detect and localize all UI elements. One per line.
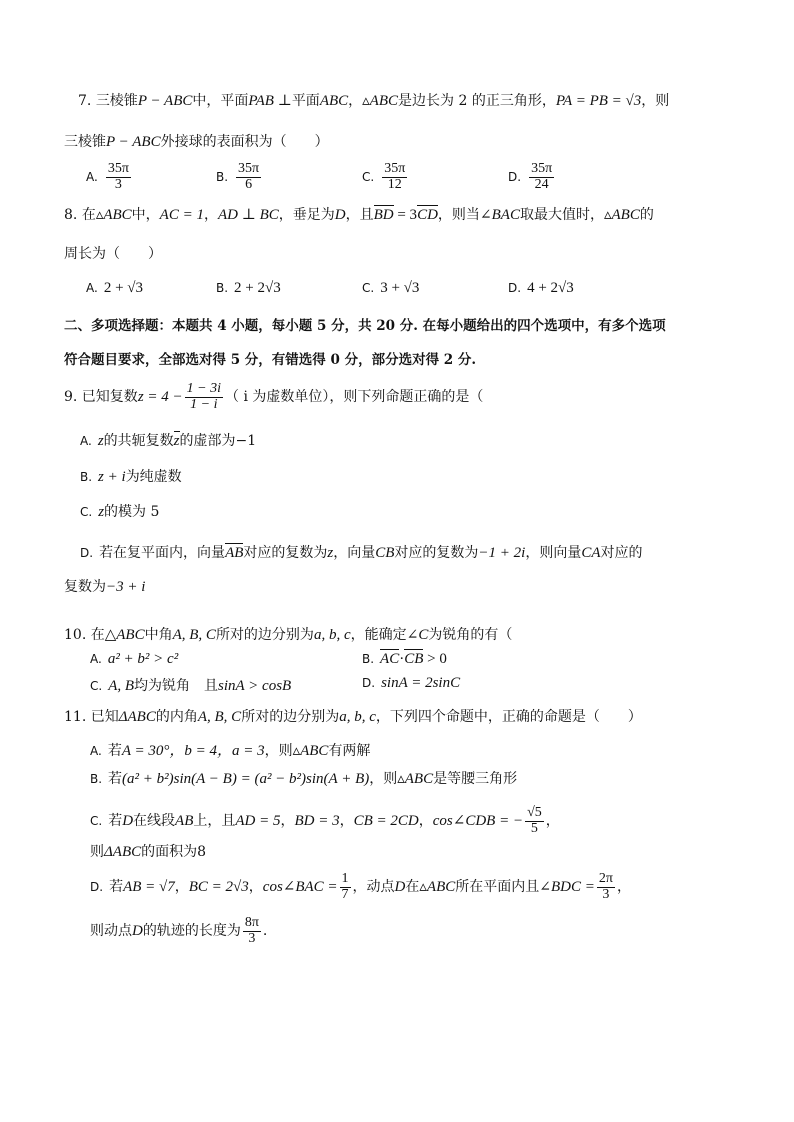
q10-math: · <box>399 651 405 667</box>
q11-text: 则动点 <box>90 923 132 940</box>
q9-option-a[interactable] <box>80 432 256 450</box>
q11-math: ΔABC <box>118 709 156 725</box>
q7-number: 7. <box>78 93 92 109</box>
q7-math: ABC <box>319 93 349 109</box>
fraction-denominator: 5 <box>530 820 538 836</box>
q9-math: −3 + i <box>106 579 146 595</box>
fraction-denominator: 7 <box>341 886 349 902</box>
option-label: A. <box>86 170 98 185</box>
fraction <box>340 872 351 902</box>
section2-line1: 二、多项选择题：本题共 4 小题，每小题 5 分，共 20 分. 在每小题给出的四个选项中，有多个选项 <box>64 318 666 334</box>
q11-math: (a² + b²)sin(A − B) = (a² − b²)sin(A + B) <box>122 771 370 787</box>
q8-math: BAC <box>491 207 520 223</box>
q8-text: 中， <box>131 207 160 223</box>
q8-math: ▵ABC <box>95 207 132 223</box>
q9-math: z <box>173 433 180 449</box>
q9-text: ，则向量 <box>525 545 582 561</box>
q11-text: 的轨迹的长度为 <box>142 923 241 940</box>
q8-math: = 3 <box>393 207 418 223</box>
q9-text: 复数为 <box>64 579 106 595</box>
option-value: 3 + √3 <box>380 280 420 296</box>
option-label: B. <box>80 470 93 484</box>
fraction <box>382 162 407 192</box>
q11-text: 上，且 <box>193 813 236 830</box>
q11-text: 若 <box>108 771 123 787</box>
q10-math: A, B, C <box>172 627 216 643</box>
q11-text: 若 <box>109 879 124 896</box>
option-label: C. <box>80 505 93 519</box>
q10-math: a, b, c <box>313 627 351 643</box>
q11-option-a[interactable] <box>90 742 370 760</box>
q11-math: D <box>394 879 406 896</box>
option-label: B. <box>90 772 103 786</box>
q9-vector: AB <box>225 545 244 561</box>
q8-text: 取最大值时， <box>519 207 604 223</box>
q9-option-d-line2 <box>64 578 145 596</box>
q7-text: 平面 <box>291 93 320 109</box>
q7-math: P − ABC <box>137 93 193 109</box>
q8-math: AC = 1 <box>159 207 204 223</box>
q10-vector: AC <box>380 651 400 667</box>
q11-stem <box>64 708 642 726</box>
fraction-numerator: 1 − 3i <box>186 381 221 396</box>
q9-math: z = 4 − <box>137 389 183 406</box>
q8-option-a[interactable] <box>86 280 143 297</box>
q11-text: ， <box>280 813 295 830</box>
fraction-denominator: 3 <box>114 176 122 192</box>
q7-math: P − ABC <box>106 134 161 150</box>
fraction-numerator: 35π <box>107 161 129 176</box>
q11-text: 则 <box>90 844 104 860</box>
q9-math: z <box>98 504 105 520</box>
q8-option-b[interactable] <box>216 280 281 297</box>
q10-text: 10. 在 <box>64 627 105 643</box>
option-value: 2 + 2√3 <box>234 280 281 296</box>
q7-math: PAB ⊥ <box>248 93 292 109</box>
fraction-numerator: 35π <box>238 161 260 176</box>
q11-math: ▵ABC <box>292 743 329 759</box>
q8-text: ， <box>203 207 218 223</box>
q7-text: ， <box>348 93 363 109</box>
q11-math: ΔABC <box>104 844 142 860</box>
q10-option-d[interactable] <box>362 675 460 692</box>
q11-math: BDC = <box>550 879 595 896</box>
q11-text: 若 <box>107 743 122 759</box>
q8-text: ，则当∠ <box>437 207 492 223</box>
q8-text: 在 <box>81 207 96 223</box>
q8-math: D <box>334 207 346 223</box>
q11-text: 在线段 <box>133 813 176 830</box>
q9-stem <box>64 382 483 412</box>
q11-math: AB = √7 <box>123 879 175 896</box>
fraction <box>525 806 544 836</box>
q10-text: 所对的边分别为 <box>215 627 314 643</box>
q10-option-a[interactable] <box>90 651 178 668</box>
q9-text: 对应的复数为 <box>394 545 479 561</box>
q11-text: 所在平面内且∠ <box>455 879 551 896</box>
q11-text: 若 <box>108 813 123 830</box>
q11-text: 11. 已知 <box>64 709 119 725</box>
q10-math: a² + b² > c² <box>107 651 179 667</box>
q11-text: ， <box>616 879 631 896</box>
fraction-numerator: √5 <box>527 805 542 820</box>
q8-line1 <box>64 206 654 224</box>
fraction-numerator: 35π <box>384 161 406 176</box>
option-label: C. <box>90 814 103 829</box>
q9-text: 的共轭复数 <box>103 433 174 449</box>
q11-math: ▵ABC <box>419 879 456 896</box>
fraction-denominator: 6 <box>245 176 253 192</box>
q9-math: z <box>97 433 104 449</box>
q11-math: AB <box>175 813 194 830</box>
q11-text: ， <box>248 879 263 896</box>
fraction-denominator: 1 − i <box>190 396 218 412</box>
q9-math: z + i <box>98 469 126 485</box>
q11-math: A = 30°，b = 4，a = 3 <box>121 743 265 759</box>
q7-text: ，则 <box>641 93 670 109</box>
q11-text: ，则 <box>264 743 293 759</box>
q11-text: ，则 <box>369 771 398 787</box>
q11-math: D <box>122 813 134 830</box>
q7-text: 是边长为 2 的正三角形， <box>398 93 556 109</box>
q9-option-c[interactable] <box>80 503 159 521</box>
q9-text: 对应的 <box>600 545 643 561</box>
q9-option-d[interactable] <box>80 544 643 562</box>
q7-math: ▵ABC <box>362 93 399 109</box>
q11-math: BC = 2√3 <box>188 879 249 896</box>
q11-text: 有两解 <box>328 743 371 759</box>
q10-math: △ABC <box>104 627 145 643</box>
q9-text: 对应的复数为 <box>243 545 328 561</box>
q9-math: CB <box>375 545 395 561</box>
q11-text: 在 <box>405 879 420 896</box>
fraction <box>597 872 615 902</box>
q11-text: 的内角 <box>155 709 198 725</box>
q7-line1 <box>78 92 669 110</box>
fraction-numerator: 35π <box>531 161 553 176</box>
q7-text: 三棱锥 <box>64 134 106 150</box>
q7-line2 <box>64 133 329 151</box>
option-label: D. <box>90 880 104 895</box>
q9-math: z <box>327 545 334 561</box>
q7-option-c[interactable] <box>362 162 409 192</box>
q11-text: ， <box>545 813 560 830</box>
q7-option-b[interactable] <box>216 162 263 192</box>
q10-math: sinA > cosB <box>218 678 292 694</box>
q11-option-c-line2 <box>90 843 206 861</box>
q11-text: ， <box>174 879 189 896</box>
fraction <box>106 162 131 192</box>
q9-text: 为纯虚数 <box>125 469 182 485</box>
q9-math: CA <box>581 545 601 561</box>
q8-text: 的 <box>639 207 654 223</box>
q10-stem <box>64 626 512 644</box>
option-label: C. <box>362 170 375 185</box>
q7-option-a[interactable] <box>86 162 133 192</box>
q11-text: . <box>262 923 268 940</box>
fraction-denominator: 3 <box>248 930 256 946</box>
q11-math: AD = 5 <box>235 813 281 830</box>
q8-text: ，垂足为 <box>278 207 335 223</box>
q11-math: a, b, c <box>339 709 376 725</box>
q11-option-d[interactable] <box>90 872 631 902</box>
q11-text: ，下列四个命题中，正确的命题是（ ） <box>375 709 642 725</box>
fraction-numerator: 1 <box>341 871 349 886</box>
q10-math: sinA = 2sinC <box>381 675 461 691</box>
q10-text: 为锐角的有（ <box>428 627 513 643</box>
q10-vector: CB <box>404 651 424 667</box>
q9-option-b[interactable] <box>80 468 182 486</box>
option-label: B. <box>216 170 229 185</box>
q9-text: 若在复平面内，向量 <box>99 545 226 561</box>
option-label: A. <box>90 744 102 758</box>
q11-option-c[interactable] <box>90 806 560 836</box>
q11-math: BD = 3 <box>294 813 340 830</box>
option-label: A. <box>80 434 92 448</box>
q7-option-d[interactable] <box>508 162 556 192</box>
q8-text: ，且 <box>345 207 374 223</box>
fraction-denominator: 3 <box>602 886 610 902</box>
q9-text: 的模为 5 <box>104 504 160 520</box>
q9-text: 的虚部为−1 <box>179 433 257 449</box>
option-label: C. <box>90 679 103 693</box>
option-label: A. <box>90 652 102 666</box>
q8-math: ▵ABC <box>603 207 640 223</box>
q11-text: 是等腰三角形 <box>433 771 518 787</box>
q8-math: AD ⊥ BC <box>217 207 279 223</box>
q9-text: ，向量 <box>333 545 376 561</box>
q8-line2: 周长为（ ） <box>64 246 162 262</box>
fraction <box>243 916 261 946</box>
q9-text: （ i 为虚数单位），则下列命题正确的是（ <box>225 389 484 406</box>
q8-option-c[interactable] <box>362 280 419 297</box>
fraction <box>236 162 261 192</box>
q7-text: 三棱锥 <box>95 93 138 109</box>
q10-text: ，能确定∠ <box>350 627 419 643</box>
q11-text: 所对的边分别为 <box>241 709 340 725</box>
fraction <box>185 382 223 412</box>
q11-text: 的面积为8 <box>141 844 207 860</box>
fraction-denominator: 12 <box>387 176 402 192</box>
q8-number: 8. <box>64 207 78 223</box>
fraction-numerator: 8π <box>244 915 259 930</box>
option-label: D. <box>508 170 522 185</box>
q11-math: A, B, C <box>197 709 242 725</box>
q10-option-b[interactable] <box>362 651 447 668</box>
q11-math: CB = 2CD <box>353 813 419 830</box>
fraction <box>529 162 554 192</box>
q10-math: A, B <box>108 678 135 694</box>
q8-vector: BD <box>373 207 394 223</box>
fraction-numerator: 2π <box>598 871 613 886</box>
q10-math: > 0 <box>423 651 447 667</box>
q9-text: 9. 已知复数 <box>64 389 138 406</box>
option-label: D. <box>362 676 376 690</box>
option-label: D. <box>508 281 522 295</box>
q8-vector: CD <box>417 207 438 223</box>
q11-math: cos∠BAC = <box>262 879 338 896</box>
fraction-denominator: 24 <box>534 176 549 192</box>
q8-option-d[interactable] <box>508 280 574 297</box>
q7-text: 中，平面 <box>192 93 249 109</box>
q11-text: ，动点 <box>352 879 395 896</box>
q10-option-c[interactable] <box>90 675 291 695</box>
q11-math: D <box>132 923 143 940</box>
q7-math: PA = PB = √3 <box>555 93 642 109</box>
option-label: B. <box>216 281 229 295</box>
q10-text: 均为锐角 且 <box>134 678 219 694</box>
q9-math: −1 + 2i <box>478 545 526 561</box>
q11-math: cos∠CDB = − <box>432 813 524 830</box>
option-label: D. <box>80 546 94 560</box>
q10-math: C <box>418 627 429 643</box>
q11-option-d-line2 <box>90 916 267 946</box>
q11-text: ， <box>418 813 433 830</box>
q7-text: 外接球的表面积为（ ） <box>160 134 329 150</box>
option-label: B. <box>362 652 375 666</box>
section2-line2: 符合题目要求，全部选对得 5 分，有错选得 0 分，部分选对得 2 分. <box>64 352 477 368</box>
option-value: 4 + 2√3 <box>527 280 574 296</box>
q11-option-b[interactable] <box>90 770 517 788</box>
option-value: 2 + √3 <box>103 280 144 296</box>
option-label: C. <box>362 281 375 295</box>
q10-text: 中角 <box>144 627 173 643</box>
q11-math: ▵ABC <box>397 771 434 787</box>
q11-text: ， <box>339 813 354 830</box>
option-label: A. <box>86 281 98 295</box>
